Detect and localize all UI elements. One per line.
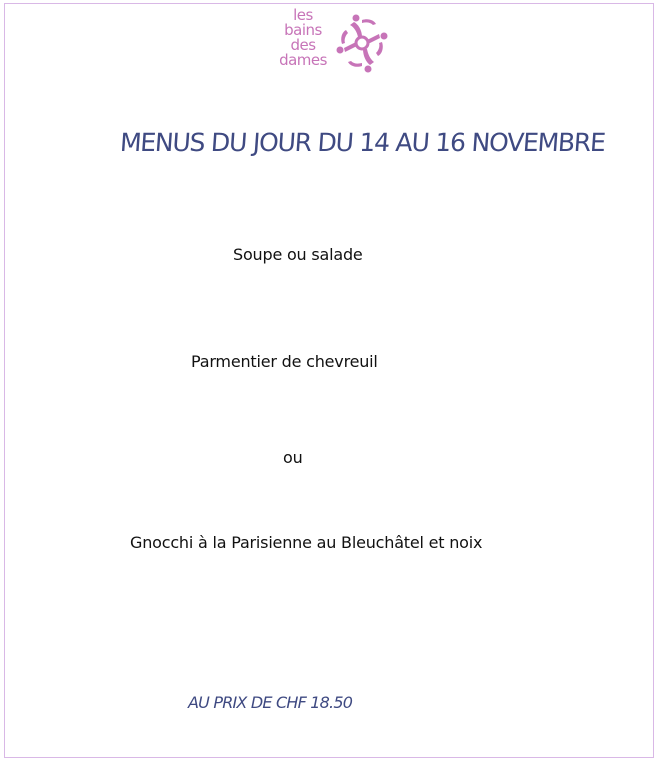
main-course-option-2: Gnocchi à la Parisienne au Bleuchâtel et noix	[130, 533, 483, 552]
logo-line: les	[293, 6, 313, 24]
logo-line: des	[290, 36, 316, 54]
restaurant-logo	[268, 8, 393, 78]
starter-line: Soupe ou salade	[233, 245, 363, 264]
option-separator: ou	[283, 448, 303, 467]
dancing-figures-logo-icon	[332, 10, 392, 76]
logo-line: dames	[279, 51, 327, 69]
logo-line: bains	[284, 21, 322, 39]
main-course-option-1: Parmentier de chevreuil	[191, 352, 378, 371]
logo-wordmark	[268, 8, 338, 68]
page-frame	[4, 3, 654, 758]
menu-price: AU PRIX DE CHF 18.50	[188, 693, 353, 712]
menu-title: MENUS DU JOUR DU 14 AU 16 NOVEMBRE	[119, 128, 606, 157]
